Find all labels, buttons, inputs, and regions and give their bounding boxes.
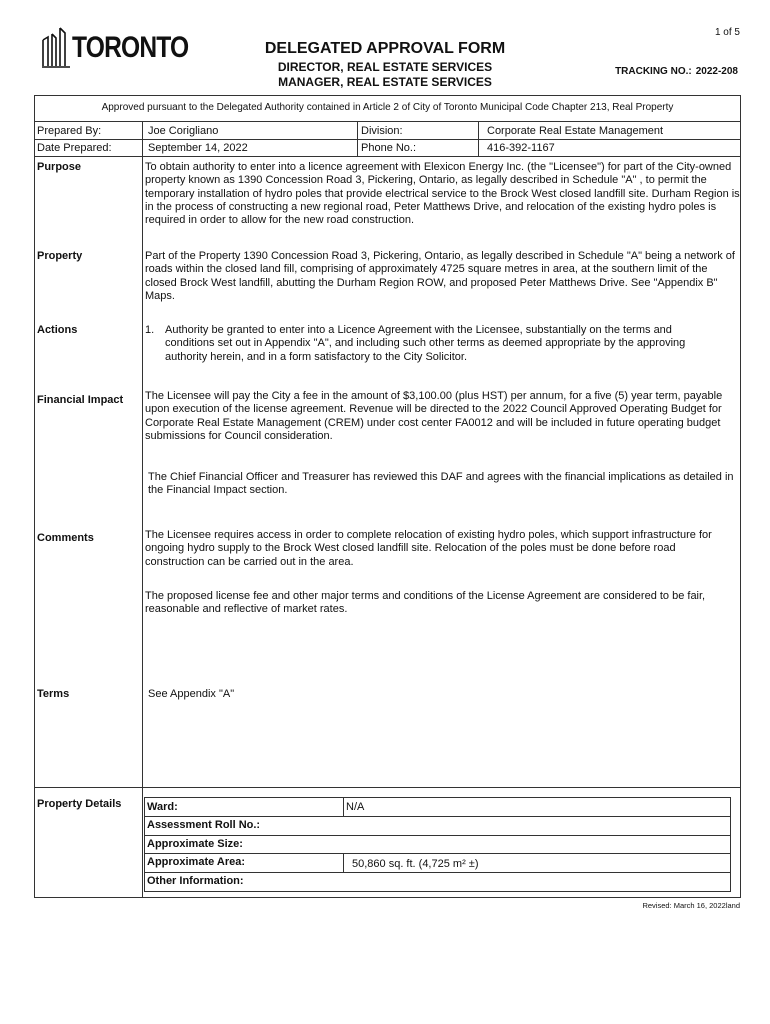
purpose-label: Purpose — [37, 161, 82, 173]
tracking-number — [560, 66, 738, 77]
property-text: Part of the Property 1390 Concession Road 3, Pickering, Ontario, as legally described in Schedule "A" being a network of roads within the closed land fill, comprising of approximately 4725 square metres in area, at the southern limit of the closed Brock West landfill, abutting the Durham Region ROW, and proposed Peter Matthews Drive. See "Appendix B" Maps. — [145, 250, 735, 302]
divider — [144, 853, 731, 854]
column-divider — [343, 797, 344, 816]
assessment-roll-label: Assessment Roll No.: — [147, 819, 261, 831]
terms-label: Terms — [37, 688, 70, 700]
column-divider — [343, 853, 344, 872]
phone-value: 416-392-1167 — [487, 142, 555, 154]
ward-value: N/A — [346, 801, 365, 813]
column-divider — [357, 121, 358, 156]
date-prepared-value: September 14, 2022 — [148, 142, 248, 154]
ward-label: Ward: — [147, 801, 178, 813]
property-details-label: Property Details — [37, 798, 122, 810]
divider — [144, 816, 731, 817]
other-information-label: Other Information: — [147, 875, 244, 887]
column-divider — [478, 121, 479, 156]
financial-impact-label: Financial Impact — [37, 394, 124, 406]
divider — [34, 139, 741, 140]
terms-text: See Appendix "A" — [148, 688, 235, 700]
tracking-value: 2022-208 — [695, 66, 738, 77]
property-label: Property — [37, 250, 83, 262]
form-title: DELEGATED APPROVAL FORM — [264, 40, 506, 57]
comments-label: Comments — [37, 532, 94, 544]
approximate-area-label: Approximate Area: — [147, 856, 246, 868]
market-rates-text: The proposed license fee and other major terms and conditions of the License Agreement are considered to be fair, reasonable and reflective of market rates. — [145, 590, 706, 616]
authority-statement: Approved pursuant to the Delegated Authority contained in Article 2 of City of Toronto Municipal Code Chapter 213, Real Property — [101, 102, 674, 113]
revised-date: Revised: March 16, 2022land — [642, 901, 740, 910]
divider — [144, 835, 731, 836]
divider — [34, 787, 741, 788]
prepared-by-value: Joe Corigliano — [148, 125, 219, 137]
phone-label: Phone No.: — [361, 142, 417, 154]
cfo-review-text: The Chief Financial Officer and Treasurer has reviewed this DAF and agrees with the financial implications as detailed in the Financial Impact section. — [148, 471, 734, 497]
subtitle-line-1: DIRECTOR, REAL ESTATE SERVICES — [277, 60, 493, 74]
purpose-text: To obtain authority to enter into a licence agreement with Elexicon Energy Inc. (the "Licensee") for part of the City-owned property known as 1390 Concession Road 3, Pickering, Ontario, as legally described in Schedule "A" , to permit the temporary installation of hydro poles that provide electrical service to the Brock West closed landfill site. Durham Region is in the process of constructing a new regional road, Peter Matthews Drive, and relocation of the existing hydro poles is required in order to allow for the new road construction. — [145, 161, 740, 227]
tracking-label: TRACKING NO.: — [615, 66, 692, 77]
subtitle-line-2: MANAGER, REAL ESTATE SERVICES — [278, 75, 492, 89]
comments-text: The Licensee requires access in order to complete relocation of existing hydro poles, which support infrastructure for ongoing hydro supply to the Brock West closed landfill site. Relocation of the poles must be done before road construction can be carried out in the area. — [145, 529, 712, 568]
financial-impact-text: The Licensee will pay the City a fee in the amount of $3,100.00 (plus HST) per annum, for a five (5) year term, payable upon execution of the license agreement. Revenue will be directed to the 2022 Council Approved Operating Budget for Corporate Real Estate Management (CREM) under cost center FA0012 and will be included in future operating budget submissions for Council consideration. — [145, 390, 723, 442]
divider — [144, 872, 731, 873]
column-divider — [142, 121, 143, 898]
logo-wordmark: TORONTO — [72, 31, 189, 64]
form-subtitle — [230, 60, 540, 90]
page-number: 1 of 5 — [714, 27, 740, 38]
actions-label: Actions — [37, 324, 78, 336]
actions-number: 1. — [145, 324, 155, 336]
approximate-size-label: Approximate Size: — [147, 838, 243, 850]
divider — [34, 156, 741, 157]
division-label: Division: — [361, 125, 403, 137]
actions-text: Authority be granted to enter into a Licence Agreement with the Licensee, substantially on the terms and conditions set out in Appendix "A", and including such other terms as deemed appropriate by the approving authority herein, and in a form satisfactory to the City Solicitor. — [165, 324, 686, 363]
divider — [34, 121, 741, 122]
date-prepared-label: Date Prepared: — [37, 142, 112, 154]
approximate-area-value: 50,860 sq. ft. (4,725 m² ±) — [352, 858, 479, 870]
division-value: Corporate Real Estate Management — [487, 125, 664, 137]
prepared-by-label: Prepared By: — [37, 125, 102, 137]
